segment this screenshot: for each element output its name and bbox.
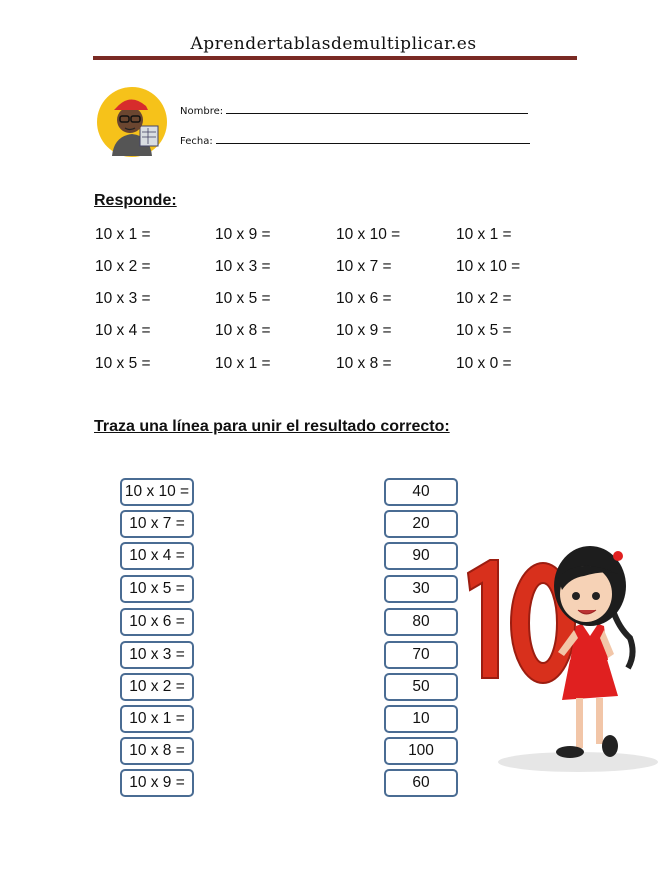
operation-box[interactable]: 10 x 6 = [120,608,194,636]
exercise-item[interactable]: 10 x 3 = [95,290,151,307]
exercise-item[interactable]: 10 x 9 = [215,226,271,243]
operation-box[interactable]: 10 x 5 = [120,575,194,603]
number-ten-graphic [458,528,575,683]
exercise-item[interactable]: 10 x 9 = [336,322,392,339]
name-blank-line[interactable] [226,104,528,114]
date-label: Fecha: [180,136,213,147]
exercise-item[interactable]: 10 x 5 = [95,355,151,372]
result-box[interactable]: 50 [384,673,458,701]
exercise-item[interactable]: 10 x 4 = [95,322,151,339]
exercise-item[interactable]: 10 x 3 = [215,258,271,275]
operation-box[interactable]: 10 x 9 = [120,769,194,797]
operation-box[interactable]: 10 x 7 = [120,510,194,538]
match-heading: Traza una línea para unir el resultado correcto: [94,418,450,435]
exercise-item[interactable]: 10 x 1 = [95,226,151,243]
exercise-item[interactable]: 10 x 1 = [215,355,271,372]
result-box[interactable]: 10 [384,705,458,733]
operation-box[interactable]: 10 x 8 = [120,737,194,765]
responde-heading: Responde: [94,192,177,209]
operation-box[interactable]: 10 x 4 = [120,542,194,570]
exercise-item[interactable]: 10 x 6 = [336,290,392,307]
exercise-item[interactable]: 10 x 10 = [336,226,401,243]
exercise-item[interactable]: 10 x 5 = [456,322,512,339]
exercise-item[interactable]: 10 x 5 = [215,290,271,307]
result-box[interactable]: 40 [384,478,458,506]
number-ten-text: 10 [458,528,460,529]
result-box[interactable]: 20 [384,510,458,538]
result-box[interactable]: 80 [384,608,458,636]
exercise-item[interactable]: 10 x 2 = [456,290,512,307]
operation-box[interactable]: 10 x 1 = [120,705,194,733]
result-box[interactable]: 100 [384,737,458,765]
girl-holding-ten-illustration [458,528,663,780]
operation-box[interactable]: 10 x 10 = [120,478,194,506]
result-box[interactable]: 90 [384,542,458,570]
result-box[interactable]: 70 [384,641,458,669]
date-field[interactable] [180,134,530,147]
exercise-item[interactable]: 10 x 1 = [456,226,512,243]
title-rule [93,56,577,60]
exercise-item[interactable]: 10 x 8 = [215,322,271,339]
exercise-item[interactable]: 10 x 8 = [336,355,392,372]
exercise-item[interactable]: 10 x 7 = [336,258,392,275]
operation-box[interactable]: 10 x 3 = [120,641,194,669]
exercise-item[interactable]: 10 x 10 = [456,258,521,275]
exercise-item[interactable]: 10 x 0 = [456,355,512,372]
name-field[interactable] [180,104,528,117]
name-label: Nombre: [180,106,224,117]
result-box[interactable]: 60 [384,769,458,797]
student-avatar-icon [96,86,168,158]
operation-box[interactable]: 10 x 2 = [120,673,194,701]
site-title: Aprendertablasdemultiplicar.es [190,34,477,54]
result-box[interactable]: 30 [384,575,458,603]
exercise-item[interactable]: 10 x 2 = [95,258,151,275]
date-blank-line[interactable] [216,134,530,144]
